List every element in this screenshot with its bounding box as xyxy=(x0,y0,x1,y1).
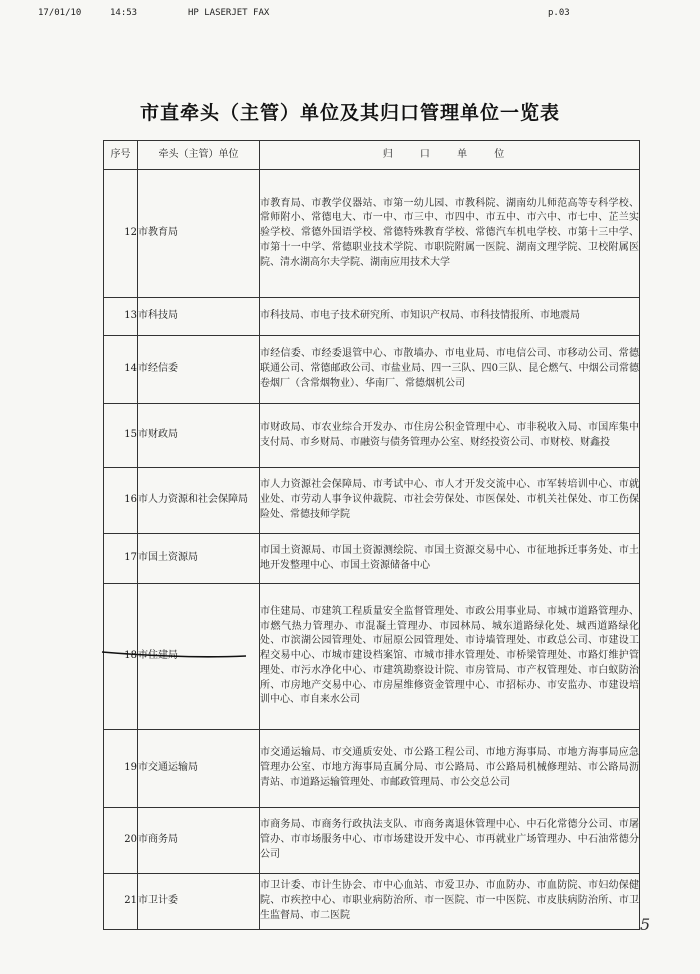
row-number: 21 xyxy=(104,874,138,930)
subordinate-units: 市教育局、市教学仪器站、市第一幼儿园、市教科院、湖南幼儿师范高等专科学校、常师附小、常德电大、市一中、市三中、市四中、市五中、市六中、市七中、芷兰实验学校、常德外国语学校、常德特殊教育学校、常德汽车机电学校、市第十三中学、市第十一中学、常德职业技术学院、市职院附属一医院、湖南文理学院、卫校附属医院、清水湖高尔夫学院、湖南应用技术大学 xyxy=(260,170,640,298)
table-row xyxy=(104,730,640,808)
lead-unit: 市教育局 xyxy=(138,170,260,298)
subordinate-units: 市财政局、市农业综合开发办、市住房公积金管理中心、市非税收入局、市国库集中支付局、市乡财局、市融资与债务管理办公室、财经投资公司、市财校、财鑫投 xyxy=(260,404,640,468)
lead-unit: 市国土资源局 xyxy=(138,534,260,584)
header-subordinate: 归 口 单 位 xyxy=(260,141,640,170)
lead-unit: 市财政局 xyxy=(138,404,260,468)
fax-header xyxy=(38,8,678,24)
subordinate-units: 市人力资源社会保障局、市考试中心、市人才开发交流中心、市军转培训中心、市就业处、市劳动人事争议仲裁院、市社会劳保处、市医保处、市机关社保处、市工伤保险处、常德技师学院 xyxy=(260,468,640,534)
row-number: 14 xyxy=(104,336,138,404)
row-number: 13 xyxy=(104,298,138,336)
row-number: 16 xyxy=(104,468,138,534)
subordinate-units: 市商务局、市商务行政执法支队、市商务离退休管理中心、中石化常德分公司、市屠管办、市市场服务中心、市市场建设开发中心、市再就业广场管理办、中石油常德分公司 xyxy=(260,808,640,874)
table-row xyxy=(104,298,640,336)
row-number: 18 xyxy=(104,584,138,730)
table-row xyxy=(104,468,640,534)
row-number: 19 xyxy=(104,730,138,808)
row-number: 15 xyxy=(104,404,138,468)
subordinate-units: 市卫计委、市计生协会、市中心血站、市爱卫办、市血防办、市血防院、市妇幼保健院、市疾控中心、市职业病防治所、市一医院、市一中医院、市皮肤病防治所、市卫生监督局、市二医院 xyxy=(260,874,640,930)
lead-unit: 市经信委 xyxy=(138,336,260,404)
lead-unit: 市卫计委 xyxy=(138,874,260,930)
row-number: 17 xyxy=(104,534,138,584)
table-row xyxy=(104,534,640,584)
fax-time: 14:53 xyxy=(110,8,138,18)
row-number: 12 xyxy=(104,170,138,298)
subordinate-units: 市科技局、市电子技术研究所、市知识产权局、市科技情报所、市地震局 xyxy=(260,298,640,336)
lead-unit: 市人力资源和社会保障局 xyxy=(138,468,260,534)
subordinate-units: 市经信委、市经委退管中心、市散墙办、市电业局、市电信公司、市移动公司、常德联通公司、常德邮政公司、市盐业局、四一三队、四0三队、昆仑燃气、中烟公司常德卷烟厂（含常烟物业）、华南厂、常德烟机公司 xyxy=(260,336,640,404)
table-row xyxy=(104,336,640,404)
lead-unit: 市科技局 xyxy=(138,298,260,336)
subordinate-units: 市国土资源局、市国土资源测绘院、市国土资源交易中心、市征地拆迁事务处、市土地开发整理中心、市国土资源储备中心 xyxy=(260,534,640,584)
table-header-row xyxy=(104,141,640,170)
fax-device: HP LASERJET FAX xyxy=(188,8,270,18)
unit-table xyxy=(103,140,640,930)
lead-unit: 市商务局 xyxy=(138,808,260,874)
table-row xyxy=(104,874,640,930)
table-row xyxy=(104,584,640,730)
header-lead: 牵头（主管）单位 xyxy=(138,141,260,170)
row-number: 20 xyxy=(104,808,138,874)
handwritten-page-mark: 5 xyxy=(640,915,651,934)
table-row xyxy=(104,170,640,298)
table-row xyxy=(104,808,640,874)
lead-unit: 市交通运输局 xyxy=(138,730,260,808)
subordinate-units: 市交通运输局、市交通质安处、市公路工程公司、市地方海事局、市地方海事局应急管理办公室、市地方海事局直属分局、市公路局、市公路局机械修理站、市公路局沥青站、市道路运输管理处、市邮政管理局、市公交总公司 xyxy=(260,730,640,808)
fax-page-number: p.03 xyxy=(548,8,570,18)
fax-date: 17/01/10 xyxy=(38,8,82,18)
document-title: 市直牵头（主管）单位及其归口管理单位一览表 xyxy=(139,102,560,124)
header-no: 序号 xyxy=(104,141,138,170)
subordinate-units: 市住建局、市建筑工程质量安全监督管理处、市政公用事业局、市城市道路管理办、市燃气热力管理办、市混凝土管理办、市园林局、城东道路绿化处、城西道路绿化处、市滨湖公园管理处、市屈原公园管理处、市诗墙管理处、市政总公司、市建设工程交易中心、市城市建设档案馆、市城市排水管理处、市桥梁管理处、市路灯维护管理处、市污水净化中心、市建筑勘察设计院、市房管局、市产权管理处、市白蚁防治所、市房地产交易中心、市房屋维修资金管理中心、市招标办、市安监办、市建设培训中心、市自来水公司 xyxy=(260,584,640,730)
lead-unit: 市住建局 xyxy=(138,584,260,730)
table-row xyxy=(104,404,640,468)
